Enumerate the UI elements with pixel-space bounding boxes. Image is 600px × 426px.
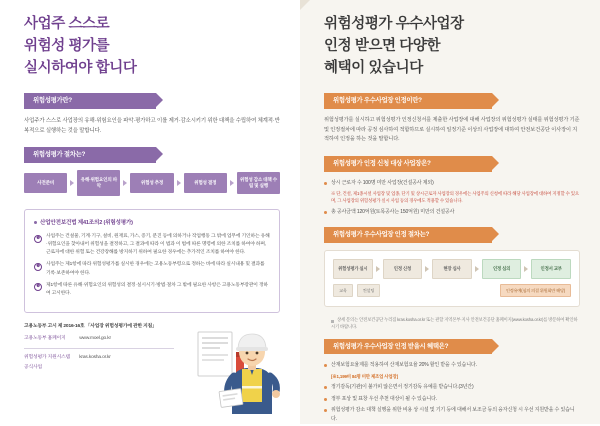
left-headline (24, 14, 280, 79)
footer-notice-title: 고용노동부 고시 제 2016-16호 「사업장 위험성평가에 관한 지침」 (24, 323, 157, 329)
right-content (324, 14, 580, 426)
footer-contact-url[interactable]: www.moel.go.kr (79, 335, 111, 341)
certification-flow-tags (333, 284, 571, 297)
note-marker-icon (331, 320, 334, 323)
benefit-text: 정기감독(기관)이 불가피 않은면서 정기감독 유예를 받습니다.(3년간) (331, 384, 474, 391)
flow-step-1: 사전준비 (24, 173, 67, 193)
benefit-subnote: [※1,199비 84명 미만 제조업 사업장] (331, 373, 398, 379)
risk-assessment-definition: 사업주가 스스로 사업장의 유해·위험요인을 파악·평가하고 이를 제거·감소시키기 위한 대책을 수립하여 체계적·반복적으로 실행하는 것을 말합니다. (24, 117, 280, 134)
rflow-step-5: 인정서 교부 (531, 259, 571, 279)
law-item (34, 261, 270, 277)
rflow-tag-consulting: 컨설팅 (357, 284, 381, 297)
ribbon-certification-procedure: 위험성평가 우수사업장 인정 절차는? (324, 227, 492, 243)
number-badge-icon: ❸ (34, 283, 42, 291)
rflow-step-4: 인정 심의 (482, 259, 522, 279)
rflow-arrow-icon (475, 266, 479, 272)
flow-arrow-icon (230, 180, 234, 186)
ribbon-what-is-risk-assessment: 위험성평가란? (24, 93, 156, 109)
bullet-dot-icon (324, 409, 327, 412)
rflow-step-2: 인정 신청 (383, 259, 423, 279)
number-badge-icon: ❶ (34, 235, 42, 243)
benefit-text: 정부 포상 및 표창 우선 추천 대상이 될 수 있습니다. (331, 395, 437, 402)
left-panel (0, 0, 300, 424)
certification-flow (333, 259, 571, 279)
bullet-dot-icon (324, 398, 327, 401)
ribbon-what-is-certification: 위험성평가 우수사업장 인정이란? (324, 93, 492, 109)
law-card-title: 산업안전보건법 제41조의2 (위험성평가) (34, 218, 270, 226)
rflow-step-3: 현장 심사 (432, 259, 472, 279)
rflow-arrow-icon (425, 266, 429, 272)
corner-fold-decoration (300, 0, 310, 10)
law-card (24, 209, 280, 313)
right-headline-line-3: 혜택이 있습니다 (324, 59, 423, 76)
flow-arrow-icon (70, 180, 74, 186)
eligible-bullet-text: 총 공사금액 120억원(토목공사는 150억원) 미만의 건설공사 (331, 208, 455, 215)
footer-divider (24, 348, 174, 349)
law-item-text: 사업주는 제1항에 따라 위험성평가를 실시한 경우에는 고용노동부령으로 정하는 바에 따라 실시내용 및 결과를 기록·보존하여야 한다. (46, 262, 265, 276)
left-footer-contacts (24, 323, 280, 373)
number-badge-icon: ❷ (34, 263, 42, 271)
footer-contact-row (24, 364, 280, 373)
right-headline-line-1: 위험성평가 우수사업장 (324, 16, 464, 32)
flow-step-5: 위험성 감소 대책 수립 및 실행 (237, 172, 280, 194)
benefit-item (324, 395, 580, 404)
flow-arrow-icon (177, 180, 181, 186)
eligible-bullet-text: 상시 근로자 수 100명 미만 사업장(건설공사 제외) (331, 179, 434, 186)
right-panel (300, 0, 600, 424)
certification-flow-card (324, 250, 580, 307)
flow-step-4: 위험성 결정 (184, 173, 227, 193)
ribbon-certification-benefits: 위험성평가 우수사업장 인정 받을시 혜택은? (324, 339, 492, 355)
law-item-text: 사업주는 건설물, 기계·기구, 설비, 원재료, 가스, 증기, 분진 등에 의하거나 작업행동 그 밖에 업무에 기인하는 유해·위험요인을 찾아내어 위험성을 결정하고, 그 결과에 따라 이 법과 이 법에 따른 명령에 의한 조치를 하여야 하며, 근로자에 대한 위험 또는 건강장해를 방지하기 위하여 필요한 경우에는 추가적인 조치를 하여야 한다. (46, 234, 270, 256)
footer-contact-label: 고용노동부 홈페이지 (24, 335, 66, 341)
left-headline-line-2: 위험성 평가를 (24, 37, 110, 54)
footer-contact-label: 공식사업 (24, 364, 42, 370)
rflow-arrow-icon (376, 266, 380, 272)
rflow-arrow-icon (524, 266, 528, 272)
right-headline-line-2: 인정 받으면 다양한 (324, 37, 441, 54)
left-procedure-flow (24, 170, 280, 196)
left-headline-line-1: 사업주 스스로 (24, 16, 110, 32)
eligible-note: ※ 단, 건설, 제1종시설 사업장 및 업종, 단기 및 상시근로자 사업장의 경우에는 사업주의 신청에 따라 해당 사업장에 대하여 지정할 수 있으며, 그 사업장의 위험성평가 실시 사업 등의 경우에도 적용할 수 있습니다. (331, 191, 579, 204)
bullet-dot-icon (324, 364, 327, 367)
bullet-dot-icon (324, 211, 327, 214)
footer-contact-row (24, 335, 280, 344)
benefit-text: 위험성평가 감소 대책 실행을 위한 비용 상 시설 및 기기 등에 대해서 보조금 등의 융자신청 시 우선 지원받을 수 있습니다. (331, 407, 575, 422)
footer-contact-label: 위험성평가 지원시스템 (24, 355, 71, 361)
footer-contact-url[interactable]: kras.kosha.or.kr (79, 355, 111, 361)
rflow-tag-accent: 인정유예(심의 의결 위원회만 해당) (500, 284, 571, 297)
benefit-text: 산재보험요율제를 적용하여 산재보험요율 20% 할인 받을 수 있습니다. (331, 362, 477, 369)
rflow-step-1: 위험성평가 실시 (333, 259, 373, 279)
bullet-dot-icon (324, 182, 327, 185)
rflow-tag-education: 교육 (333, 284, 353, 297)
procedure-link-note (324, 316, 580, 331)
footer-contact-row (24, 354, 280, 363)
law-item-text: 제1항에 따른 유해·위험요인의 위험성의 결정·실시시기·방법·절차 그 밖에 필요한 사항은 고용노동부장관이 정하여 고시한다. (46, 282, 268, 296)
benefit-item (324, 361, 580, 370)
certification-definition: 위험성평가를 실시하고 위험성평가 인정신청서를 제출한 사업장에 대해 사업장의 위험성평가 실태를 위험성평가 기준 및 인정절차에 따라 공정 심사하여 적합하므로 실시하여 일정기준 이상의 사업장에 대하여 안전보건공단 이사장이 지적하여 인정을 하는 것을 말합니다. (324, 116, 580, 143)
law-item (34, 282, 270, 298)
benefit-item (324, 406, 580, 423)
left-headline-line-3: 실시하여야 합니다 (24, 59, 137, 76)
flow-step-3: 위험성 추정 (130, 173, 173, 193)
ribbon-risk-assessment-procedure: 위험성평가 절차는? (24, 147, 156, 163)
eligible-bullet (324, 179, 580, 188)
bullet-dot-icon (324, 386, 327, 389)
right-headline (324, 14, 580, 79)
eligible-bullet (324, 208, 580, 217)
ribbon-eligible-workplaces: 위험성평가 인정 신청 대상 사업장은? (324, 156, 492, 172)
benefit-item (324, 383, 580, 392)
law-item (34, 233, 270, 257)
procedure-link-note-text[interactable]: 상세 문의는 안전보건공단 누리집 kras.kosha.or.kr 또는 관할 지역본부·지사 안전보건공단 홈페이지(www.kosha.or.kr)를 방문하여 확인하시기 바랍니다. (331, 317, 578, 330)
flow-arrow-icon (123, 180, 127, 186)
flow-step-2: 유해·위험요인의 파악 (77, 170, 120, 196)
